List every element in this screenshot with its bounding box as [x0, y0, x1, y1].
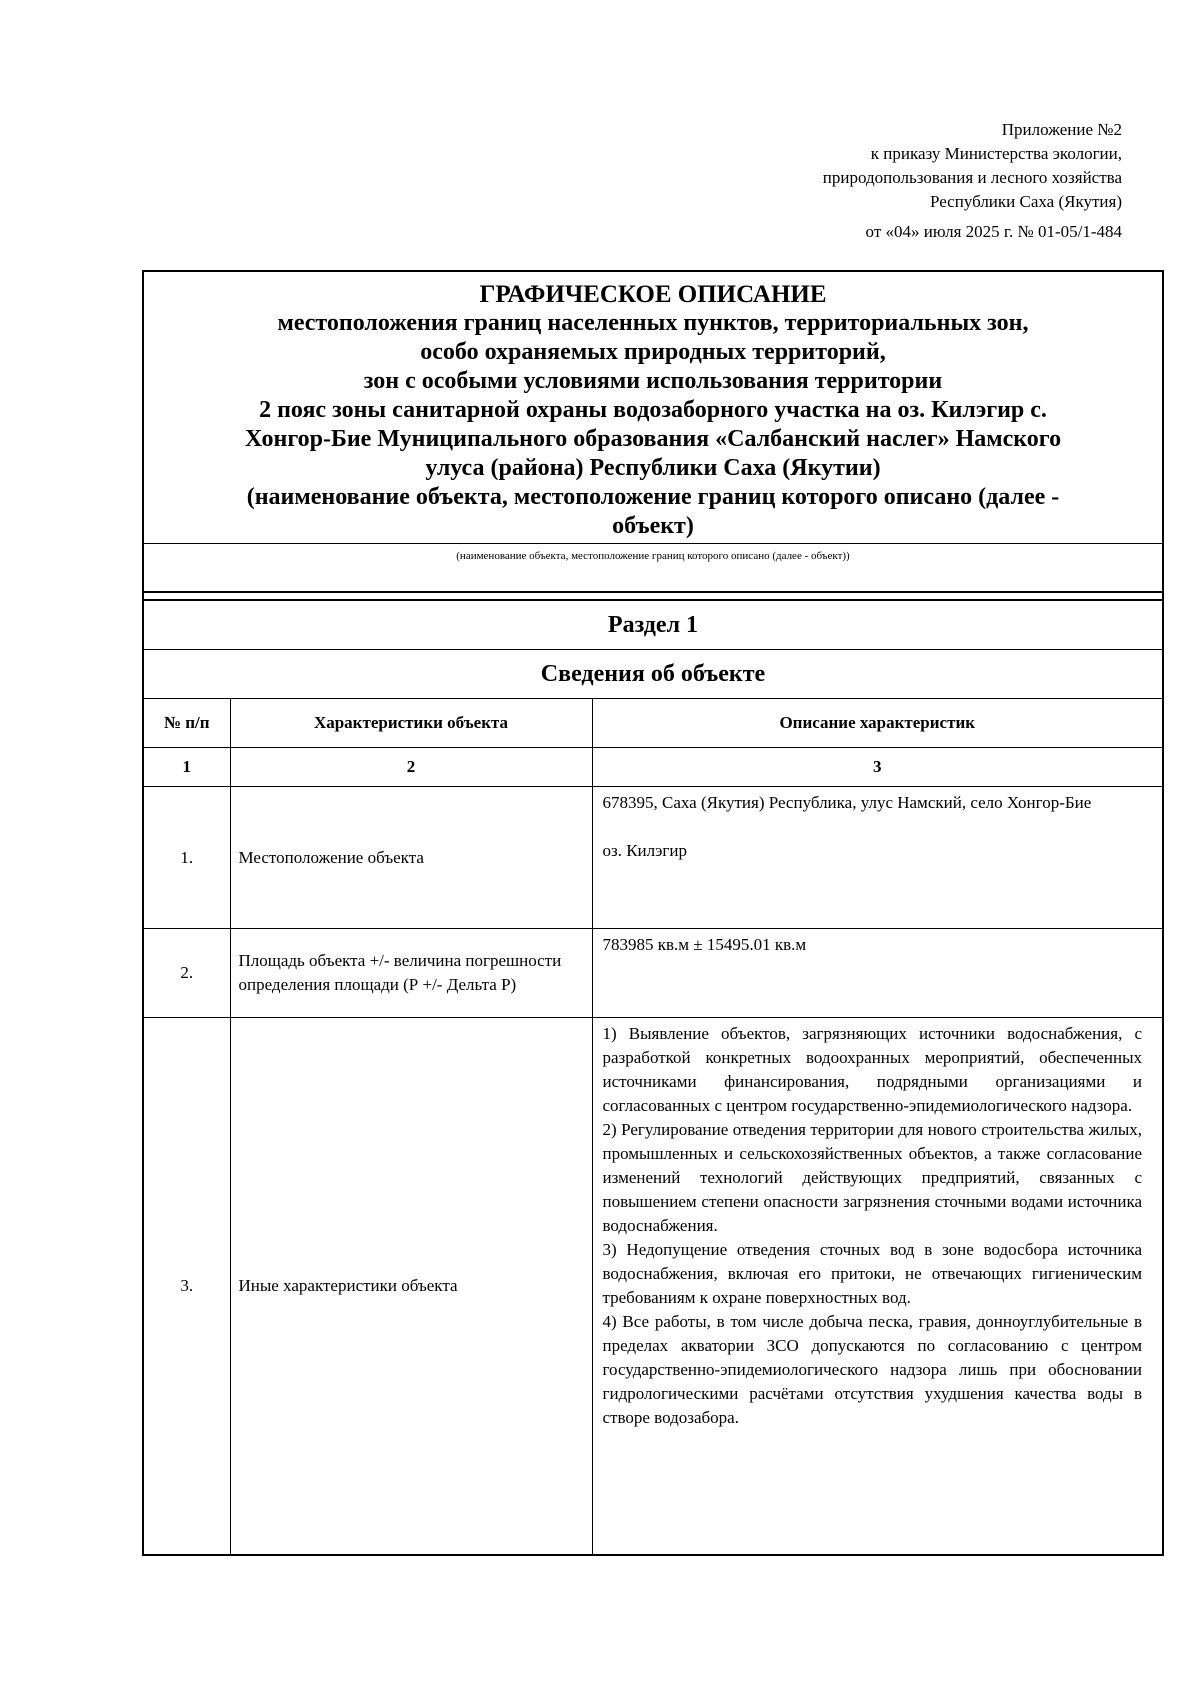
restriction-item: 1) Выявление объектов, загрязняющих источники водоснабжения, с разработкой конкретных водоохранных мероприятий, обеспеченных источниками финансирования, подрядными организациями и согласованных с центром государственно-эпидемиологического надзора.	[602, 1024, 1142, 1115]
appendix-line: Приложение №2	[1001, 120, 1122, 139]
table-row	[144, 1018, 1162, 1555]
row-label: Площадь объекта +/- величина погрешности определения площади (Р +/- Дельта Р)	[230, 929, 592, 1018]
row-number: 2.	[144, 929, 230, 1018]
restriction-item: 2) Регулирование отведения территории для нового строительства жилых, промышленных и сельскохозяйственных объектов, а также согласование изменений технологий действующих предприятий, связанных с повышением степени опасности загрязнения сточными водами источника водоснабжения.	[602, 1120, 1142, 1235]
column-number: 1	[144, 748, 230, 787]
section-subtitle: Сведения об объекте	[144, 649, 1162, 698]
row-description: 783985 кв.м ± 15495.01 кв.м	[592, 929, 1162, 1018]
title-hint: (наименование объекта, местоположение границ которого описано (далее - объект))	[144, 543, 1162, 591]
title-line: улуса (района) Республики Саха (Якутии)	[425, 455, 881, 481]
title-line: 2 пояс зоны санитарной охраны водозаборного участка на оз. Килэгир с.	[259, 397, 1047, 423]
paragraph-gap	[603, 815, 1143, 839]
title-line: местоположения границ населенных пунктов, территориальных зон,	[277, 310, 1029, 336]
title-line: особо охраняемых природных территорий,	[420, 339, 886, 365]
document-title: ГРАФИЧЕСКОЕ ОПИСАНИЕ	[479, 281, 827, 308]
title-block	[144, 272, 1162, 543]
description-frame	[142, 270, 1164, 1556]
section-label: Раздел 1	[144, 599, 1162, 649]
column-number-row	[144, 748, 1162, 787]
column-header: Описание характеристик	[592, 699, 1162, 748]
row-number: 1.	[144, 787, 230, 929]
restriction-item: 4) Все работы, в том числе добыча песка, гравия, донноуглубительные в пределах акватории ЗСО допускаются по согласованию с центром государственно-эпидемиологического надзора лишь при обосновании гидрологическими расчётами отсутствия ухудшения качества воды в створе водозабора.	[602, 1312, 1142, 1427]
title-line: зон с особыми условиями использования территории	[363, 368, 943, 394]
column-header: Характеристики объекта	[230, 699, 592, 748]
column-number: 2	[230, 748, 592, 787]
title-line: Хонгор-Бие Муниципального образования «Салбанский наслег» Намского	[244, 426, 1062, 452]
row-label: Иные характеристики объекта	[230, 1018, 592, 1555]
row-description	[592, 1018, 1162, 1555]
table-row	[144, 929, 1162, 1018]
row-number: 3.	[144, 1018, 230, 1555]
column-header: № п/п	[144, 699, 230, 748]
column-number: 3	[592, 748, 1162, 787]
location-address: 678395, Саха (Якутия) Республика, улус Намский, село Хонгор-Бие	[602, 793, 1092, 812]
row-label: Местоположение объекта	[230, 787, 592, 929]
row-description	[592, 787, 1162, 929]
appendix-line: природопользования и лесного хозяйства	[822, 168, 1122, 187]
title-line: (наименование объекта, местоположение границ которого описано (далее -	[246, 484, 1060, 510]
appendix-line: Республики Саха (Якутия)	[929, 192, 1122, 211]
location-lake: оз. Килэгир	[602, 841, 688, 860]
appendix-header	[823, 118, 1122, 244]
table-header-row	[144, 699, 1162, 748]
table-row	[144, 787, 1162, 929]
appendix-date-line: от «04» июля 2025 г. № 01-05/1-484	[865, 222, 1122, 241]
restriction-item: 3) Недопущение отведения сточных вод в зоне водосбора источника водоснабжения, включая его притоки, не отвечающих гигиеническим требованиям к охране поверхностных вод.	[602, 1240, 1142, 1307]
title-line: объект)	[612, 513, 694, 539]
object-info-table	[144, 698, 1162, 1554]
section-divider	[144, 591, 1162, 599]
appendix-line: к приказу Министерства экологии,	[870, 144, 1122, 163]
